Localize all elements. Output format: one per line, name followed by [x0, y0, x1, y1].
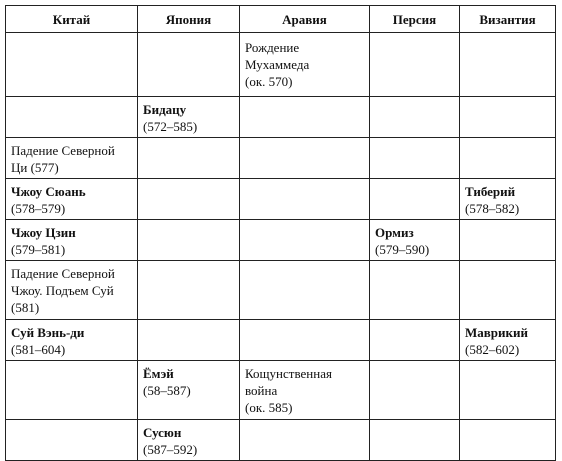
table-cell-arabia [240, 138, 370, 179]
header-japan: Япония [138, 6, 240, 33]
chronology-table-wrapper [5, 5, 556, 461]
table-cell-persia [370, 179, 460, 220]
table-row [6, 33, 556, 97]
years-text: (ок. 585) [245, 400, 293, 415]
years-text: (579–581) [11, 242, 66, 257]
table-row [6, 320, 556, 361]
header-row [6, 6, 556, 33]
years-text: (581–604) [11, 342, 66, 357]
table-cell-byzantium [460, 220, 556, 261]
chronology-table [5, 5, 556, 461]
table-cell-persia [370, 33, 460, 97]
table-cell-byzantium [460, 138, 556, 179]
table-cell-persia [370, 320, 460, 361]
event-text: Рождение Мухаммеда [245, 40, 310, 72]
table-cell-arabia [240, 420, 370, 461]
header-arabia: Аравия [240, 6, 370, 33]
table-row [6, 220, 556, 261]
years-text: (578–582) [465, 201, 520, 216]
table-cell-byzantium [460, 320, 556, 361]
table-cell-japan [138, 361, 240, 420]
ruler-name: Чжоу Сюань [11, 184, 86, 199]
table-cell-japan [138, 138, 240, 179]
event-text: Кощунственная война [245, 366, 332, 398]
table-row [6, 261, 556, 320]
table-cell-arabia [240, 261, 370, 320]
table-cell-byzantium [460, 179, 556, 220]
table-cell-arabia [240, 320, 370, 361]
table-cell-china [6, 138, 138, 179]
table-row [6, 420, 556, 461]
header-china: Китай [6, 6, 138, 33]
table-cell-china [6, 179, 138, 220]
table-cell-persia [370, 361, 460, 420]
years-text: (ок. 570) [245, 74, 293, 89]
ruler-name: Тиберий [465, 184, 516, 199]
table-cell-byzantium [460, 33, 556, 97]
table-cell-china [6, 33, 138, 97]
years-text: (572–585) [143, 119, 198, 134]
table-cell-china [6, 97, 138, 138]
table-cell-persia [370, 220, 460, 261]
table-row [6, 361, 556, 420]
years-text: (587–592) [143, 442, 198, 457]
table-cell-arabia [240, 361, 370, 420]
ruler-name: Маврикий [465, 325, 528, 340]
table-cell-china [6, 420, 138, 461]
table-cell-arabia [240, 179, 370, 220]
table-cell-byzantium [460, 361, 556, 420]
table-cell-arabia [240, 220, 370, 261]
table-cell-persia [370, 97, 460, 138]
table-cell-japan [138, 97, 240, 138]
table-cell-china [6, 361, 138, 420]
years-text: (579–590) [375, 242, 430, 257]
ruler-name: Бидацу [143, 102, 187, 117]
table-cell-china [6, 261, 138, 320]
table-cell-japan [138, 179, 240, 220]
years-text: (58–587) [143, 383, 191, 398]
ruler-name: Сусюн [143, 425, 182, 440]
table-cell-china [6, 320, 138, 361]
table-cell-japan [138, 420, 240, 461]
table-row [6, 97, 556, 138]
table-row [6, 179, 556, 220]
table-cell-japan [138, 33, 240, 97]
table-cell-byzantium [460, 420, 556, 461]
event-text: Падение Северной Чжоу. Подъем Суй (581) [11, 266, 115, 315]
table-cell-byzantium [460, 261, 556, 320]
header-byzantium: Византия [460, 6, 556, 33]
table-cell-persia [370, 138, 460, 179]
table-cell-arabia [240, 33, 370, 97]
header-persia: Персия [370, 6, 460, 33]
years-text: (578–579) [11, 201, 66, 216]
table-cell-persia [370, 261, 460, 320]
table-cell-china [6, 220, 138, 261]
event-text: Падение Северной Ци (577) [11, 143, 115, 175]
ruler-name: Ормиз [375, 225, 414, 240]
table-cell-japan [138, 220, 240, 261]
ruler-name: Суй Вэнь-ди [11, 325, 85, 340]
ruler-name: Чжоу Цзин [11, 225, 76, 240]
ruler-name: Ёмэй [143, 366, 174, 381]
table-cell-arabia [240, 97, 370, 138]
table-cell-persia [370, 420, 460, 461]
table-cell-byzantium [460, 97, 556, 138]
table-cell-japan [138, 261, 240, 320]
table-cell-japan [138, 320, 240, 361]
table-row [6, 138, 556, 179]
years-text: (582–602) [465, 342, 520, 357]
